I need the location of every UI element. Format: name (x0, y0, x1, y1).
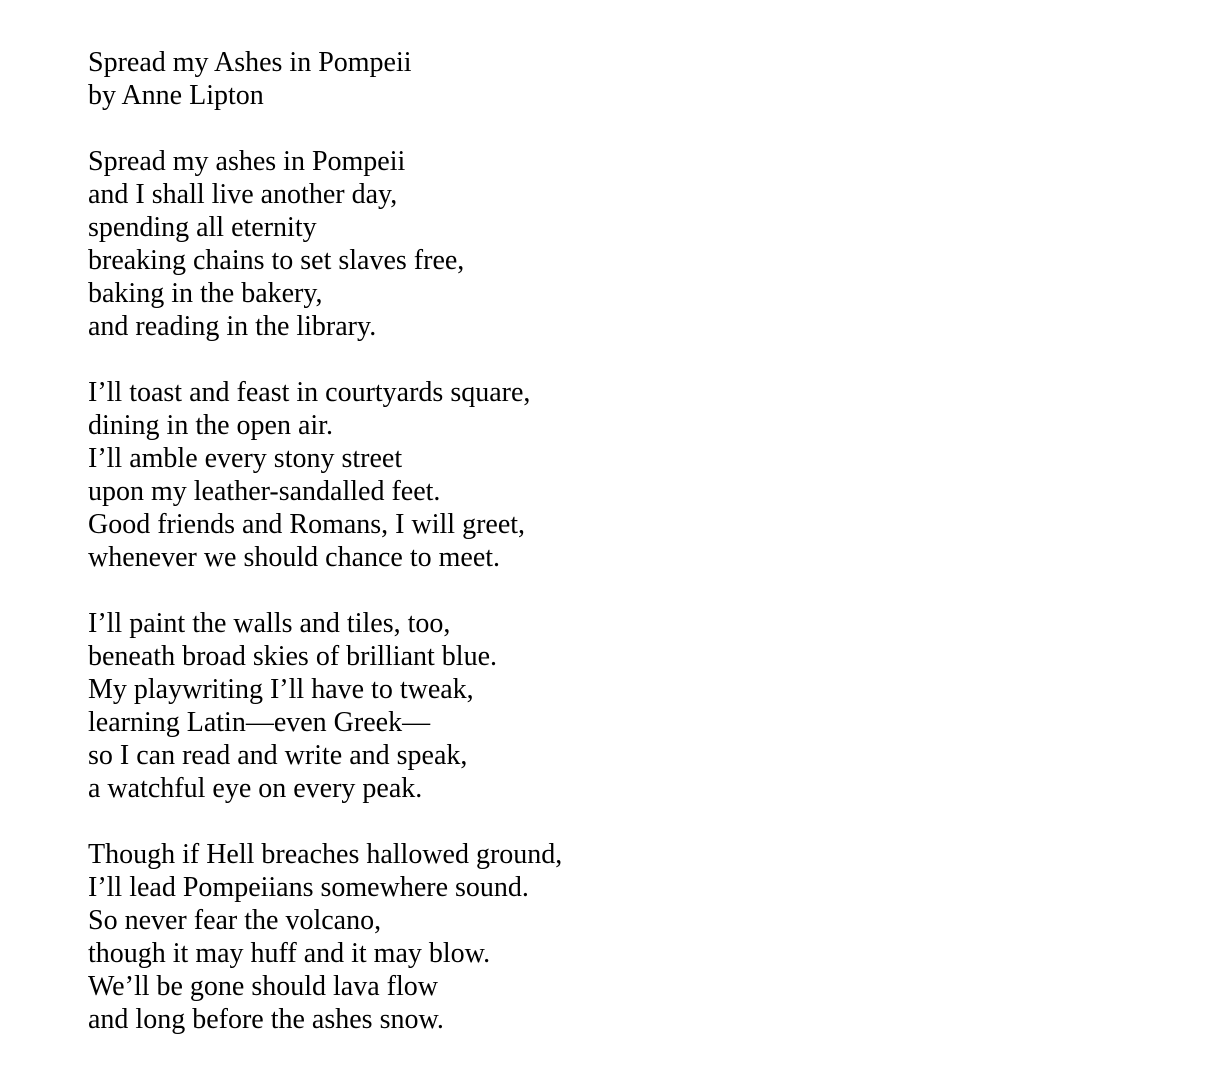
stanza-break (88, 343, 1088, 376)
stanza-1 (88, 145, 1088, 343)
poem-title: Spread my Ashes in Pompeii (88, 47, 412, 78)
poem-line: upon my leather-sandalled feet. (88, 476, 441, 507)
poem-line: We’ll be gone should lava flow (88, 971, 438, 1002)
stanza-break (88, 112, 1088, 145)
poem-line: I’ll toast and feast in courtyards square, (88, 377, 531, 408)
poem-line: baking in the bakery, (88, 278, 323, 309)
poem-line: So never fear the volcano, (88, 905, 382, 936)
poem-line: whenever we should chance to meet. (88, 542, 501, 573)
poem-line: I’ll amble every stony street (88, 443, 403, 474)
poem-line: I’ll lead Pompeiians somewhere sound. (88, 872, 529, 903)
poem-line: dining in the open air. (88, 410, 333, 441)
poem-line: beneath broad skies of brilliant blue. (88, 641, 497, 672)
stanza-3 (88, 607, 1088, 805)
poem-line: and reading in the library. (88, 311, 377, 342)
poem-line: Spread my ashes in Pompeii (88, 146, 406, 177)
poem-document (88, 46, 1088, 1036)
stanza-break (88, 805, 1088, 838)
poem-line: My playwriting I’ll have to tweak, (88, 674, 474, 705)
poem-byline: by Anne Lipton (88, 80, 264, 111)
poem-line: and long before the ashes snow. (88, 1004, 444, 1035)
poem-line: spending all eternity (88, 212, 317, 243)
poem-line: Though if Hell breaches hallowed ground, (88, 839, 563, 870)
stanza-2 (88, 376, 1088, 574)
stanza-break (88, 574, 1088, 607)
poem-line: I’ll paint the walls and tiles, too, (88, 608, 451, 639)
poem-line: Good friends and Romans, I will greet, (88, 509, 526, 540)
poem-line: though it may huff and it may blow. (88, 938, 491, 969)
poem-line: a watchful eye on every peak. (88, 773, 423, 804)
poem-line: breaking chains to set slaves free, (88, 245, 465, 276)
poem-line: learning Latin—even Greek— (88, 707, 431, 738)
poem-line: so I can read and write and speak, (88, 740, 468, 771)
stanza-4 (88, 838, 1088, 1036)
poem-line: and I shall live another day, (88, 179, 398, 210)
